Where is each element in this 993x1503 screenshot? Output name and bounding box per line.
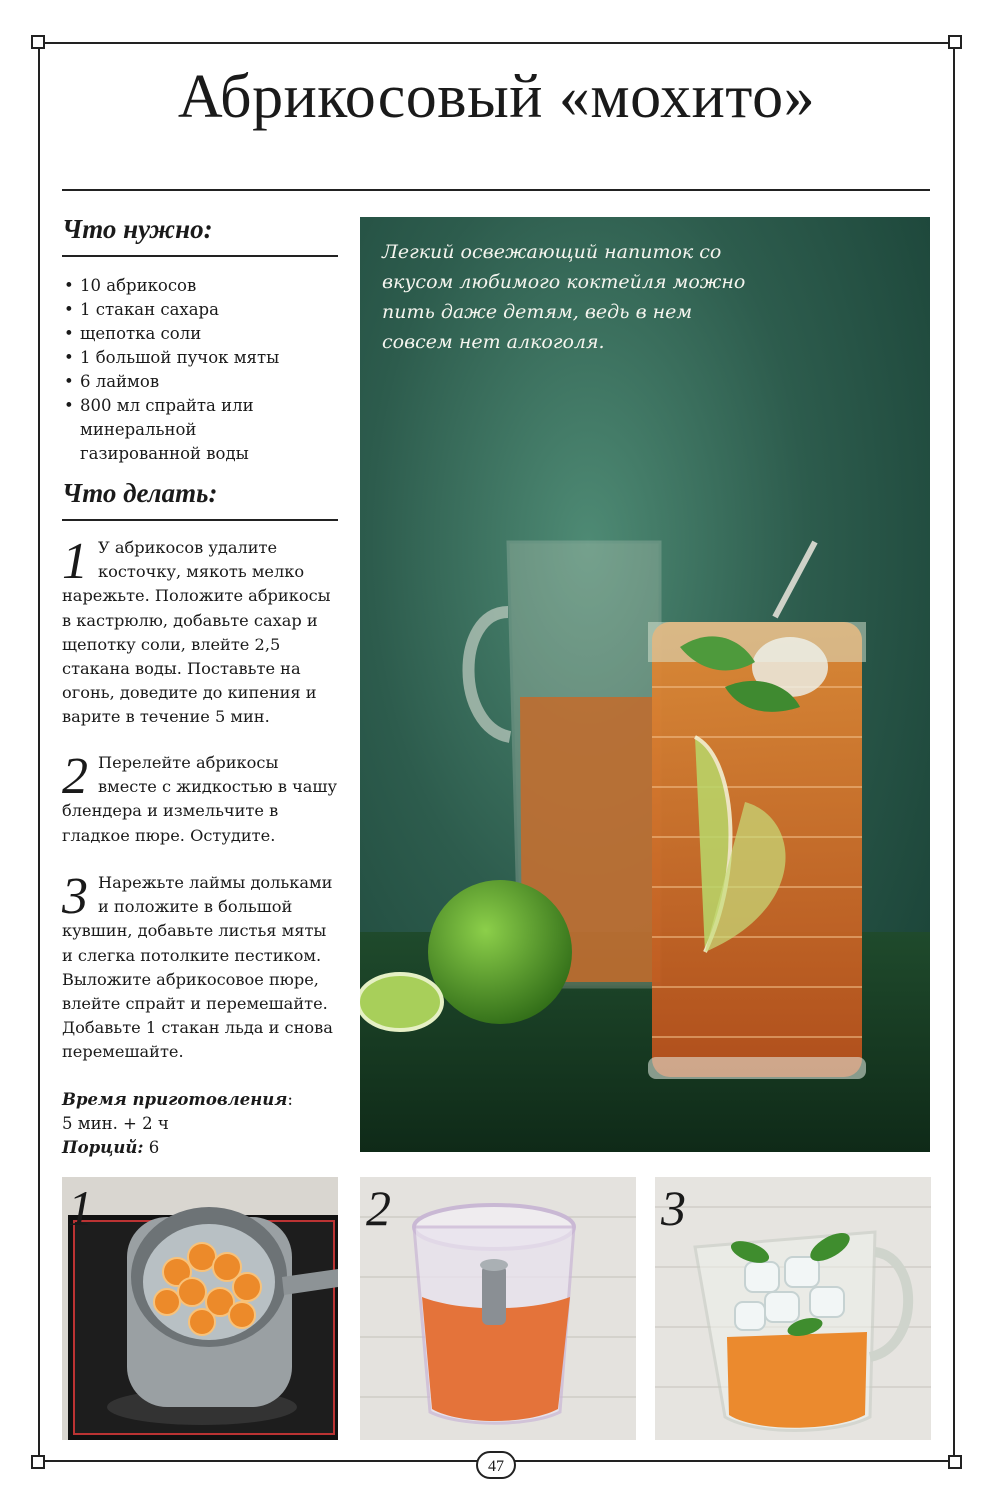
frame-corner — [31, 35, 45, 49]
method-step — [62, 533, 338, 730]
step-photo-3 — [655, 1177, 931, 1440]
step-number: 3 — [62, 868, 88, 925]
step-text: Нарежьте лаймы дольками и положите в большой кувшин, добавьте листья мяты и слегка потолките пестиком. Выложите абрикосовое пюре, влейте спрайт и перемешайте. Добавьте 1 стакан льда и снова перемешайте. — [62, 873, 333, 1062]
step-number: 2 — [62, 748, 88, 805]
ingredients-divider — [62, 255, 338, 257]
photo-number: 2 — [366, 1180, 391, 1236]
method-section — [62, 478, 338, 521]
step-photo-2 — [360, 1177, 636, 1440]
ingredients-list — [62, 274, 338, 466]
hero-photo — [360, 217, 930, 1152]
frame-corner — [948, 1455, 962, 1469]
method-step — [62, 868, 338, 1065]
page-number: 47 — [476, 1451, 516, 1479]
method-step — [62, 748, 338, 848]
ingredient-item: • 800 мл спрайта или минеральной газированной воды — [62, 394, 280, 466]
step-text: У абрикосов удалите косточку, мякоть мелко нарежьте. Положите абрикосы в кастрюлю, добавьте сахар и щепотку соли, влейте 2,5 стакана воды. Поставьте на огонь, доведите до кипения и варите в течение 5 мин. — [62, 538, 331, 727]
step-photo-1 — [62, 1177, 338, 1440]
step-number: 1 — [62, 533, 88, 590]
ingredient-item: • 6 лаймов — [62, 370, 338, 394]
frame-corner — [948, 35, 962, 49]
ingredients-heading: Что нужно: — [62, 214, 213, 244]
hero-caption: Легкий освежающий напиток со вкусом любимого коктейля можно пить даже детям, ведь в нем совсем нет алкоголя. — [382, 241, 746, 353]
pitcher-illustration — [655, 1177, 931, 1440]
step-text: Перелейте абрикосы вместе с жидкостью в чашу блендера и измельчите в гладкое пюре. Остудите. — [62, 753, 338, 845]
ingredient-item: • 1 стакан сахара — [62, 298, 338, 322]
photo-number: 3 — [661, 1180, 686, 1236]
frame-corner — [31, 1455, 45, 1469]
servings-value: 6 — [148, 1138, 160, 1157]
drink-illustration — [360, 217, 930, 1152]
blender-illustration — [360, 1177, 636, 1440]
photo-number: 1 — [68, 1180, 93, 1236]
ingredient-item: • щепотка соли — [62, 322, 338, 346]
method-heading: Что делать: — [62, 478, 218, 508]
time-value: 5 мин. + 2 ч — [62, 1114, 169, 1133]
time-label: Время приготовления — [62, 1090, 288, 1109]
servings-label: Порций: — [62, 1138, 144, 1157]
title-divider — [62, 189, 930, 191]
method-divider — [62, 519, 338, 521]
ingredients-section — [62, 214, 338, 466]
ingredient-item: • 10 абрикосов — [62, 274, 338, 298]
ingredient-item: • 1 большой пучок мяты — [62, 346, 338, 370]
recipe-meta: Время приготовления: 5 мин. + 2 ч Порций: 6 — [62, 1088, 338, 1160]
page-title: Абрикосовый «мохито» — [177, 63, 816, 131]
saucepan-illustration — [62, 1177, 338, 1440]
